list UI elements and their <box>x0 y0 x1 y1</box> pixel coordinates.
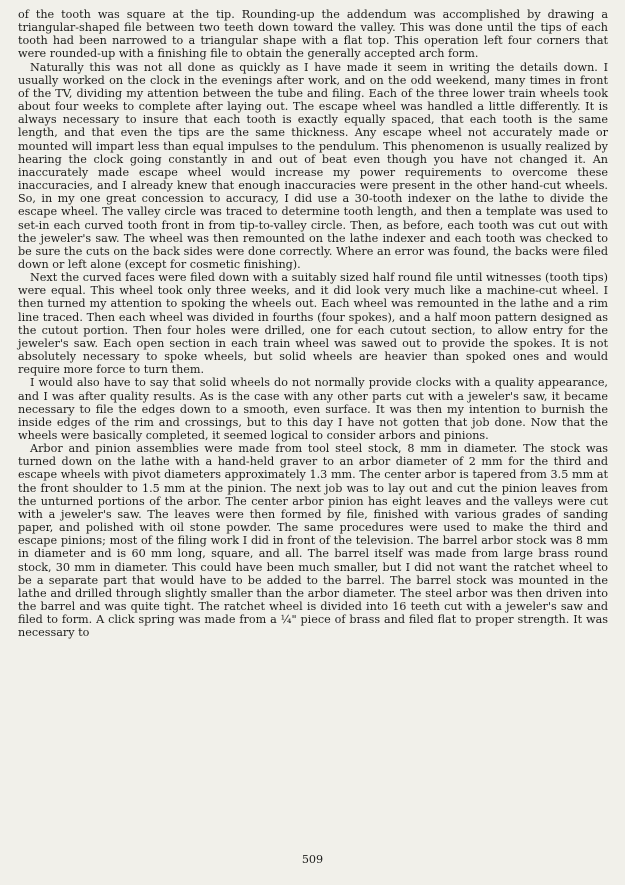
article-body <box>18 8 608 640</box>
paragraph: Arbor and pinion assemblies were made from tool steel stock, 8 mm in diameter. The stock was turned down on the lathe with a hand-held graver to an arbor diameter of 2 mm for the third and escape wheels with pivot diameters approximately 1.3 mm. The center arbor is tapered from 3.5 mm at the front shoulder to 1.5 mm at the pinion. The next job was to lay out and cut the pinion leaves from the unturned portions of the arbor. The center arbor pinion has eight leaves and the valleys were cut with a jeweler's saw. The leaves were then formed by file, finished with various grades of sanding paper, and polished with oil stone powder. The same procedures were used to make the third and escape pinions; most of the filing work I did in front of the television. The barrel arbor stock was 8 mm in diameter and is 60 mm long, square, and all. The barrel itself was made from large brass round stock, 30 mm in diameter. This could have been much smaller, but I did not want the ratchet wheel to be a separate part that would have to be added to the barrel. The barrel stock was mounted in the lathe and drilled through slightly smaller than the arbor diameter. The steel arbor was then driven into the barrel and was quite tight. The ratchet wheel is divided into 16 teeth cut with a jeweler's saw and filed to form. A click spring was made from a ¼" piece of brass and filed flat to proper strength. It was necessary to <box>18 442 608 640</box>
page-number: 509 <box>301 853 324 866</box>
paragraph: Naturally this was not all done as quickly as I have made it seem in writing the details down. I usually worked on the clock in the evenings after work, and on the odd weekend, many times in front of the TV, dividing my attention between the tube and filing. Each of the three lower train wheels took about four weeks to complete after laying out. The escape wheel was handled a little differently. It is always necessary to insure that each tooth is exactly equally spaced, that each tooth is the same length, and that even the tips are the same thickness. Any escape wheel not accurately made or mounted will impart less than equal impulses to the pendulum. This phenomenon is usually realized by hearing the clock going constantly in and out of beat even though you have not changed it. An inaccurately made escape wheel would increase my power requirements to overcome these inaccuracies, and I already knew that enough inaccuracies were present in the other hand-cut wheels. So, in my one great concession to accuracy, I did use a 30-tooth indexer on the lathe to divide the escape wheel. The valley circle was traced to determine tooth length, and then a template was used to set-in each curved tooth front in from tip-to-valley circle. Then, as before, each tooth was cut out with the jeweler's saw. The wheel was then remounted on the lathe indexer and each tooth was checked to be sure the cuts on the back sides were done correctly. Where an error was found, the backs were filed down or left alone (except for cosmetic finishing). <box>18 60 608 271</box>
paragraph: Next the curved faces were filed down with a suitably sized half round file until witnesses (tooth tips) were equal. This wheel took only three weeks, and it did look very much like a machine-cut wheel. I then turned my attention to spoking the wheels out. Each wheel was remounted in the lathe and a rim line traced. Then each wheel was divided in fourths (four spokes), and a half moon pattern designed as the cutout portion. Then four holes were drilled, one for each cutout section, to allow entry for the jeweler's saw. Each open section in each train wheel was sawed out to provide the spokes. It is not absolutely necessary to spoke wheels, but solid wheels are heavier than spoked ones and would require more force to turn them. <box>18 271 608 377</box>
paragraph: of the tooth was square at the tip. Rounding-up the addendum was accomplished by drawing a triangular-shaped file between two teeth down toward the valley. This was done until the tips of each tooth had been narrowed to a triangular shape with a flat top. This operation left four corners that were rounded-up with a finishing file to obtain the generally accepted arch form. <box>18 8 608 61</box>
paragraph: I would also have to say that solid wheels do not normally provide clocks with a quality appearance, and I was after quality results. As is the case with any other parts cut with a jeweler's saw, it became necessary to file the edges down to a smooth, even surface. It was then my intention to burnish the inside edges of the rim and crossings, but to this day I have not gotten that job done. Now that the wheels were basically completed, it seemed logical to consider arbors and pinions. <box>18 376 608 442</box>
